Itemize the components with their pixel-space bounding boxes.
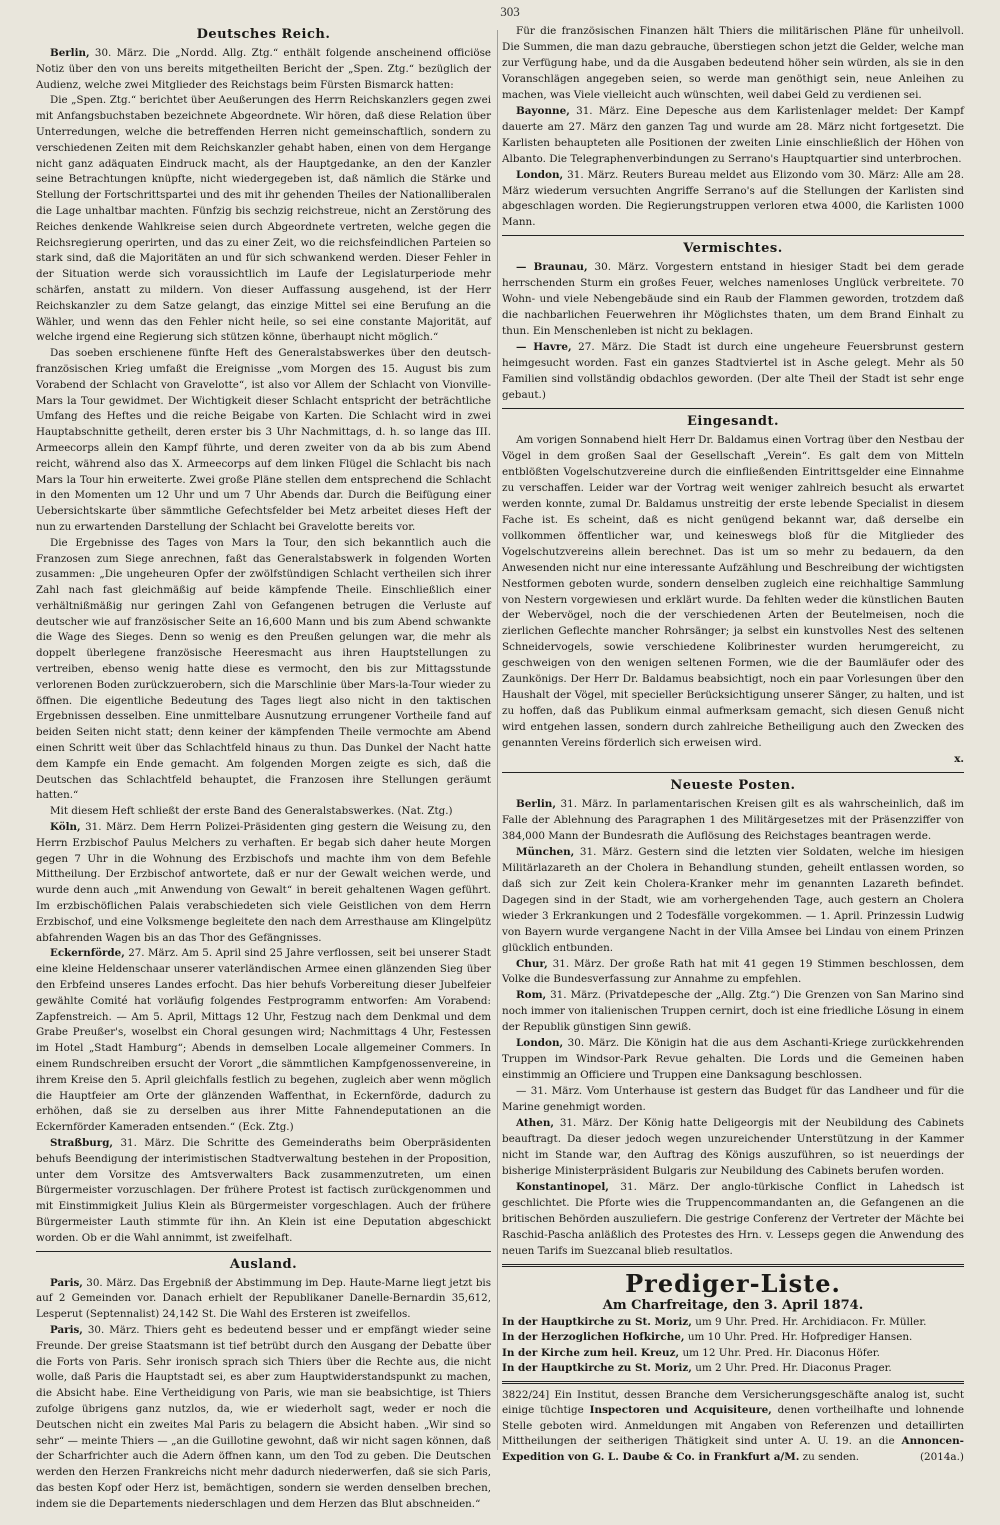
article-dateline: Chur, <box>516 957 548 970</box>
article <box>502 797 964 845</box>
article-dateline: Eckernförde, <box>50 947 125 960</box>
ad-text-b: denen vortheilhafte und lohnende Stelle geboten wird. Anmeldungen mit Angaben von Referenzen und detaillirten Mittheilungen der seitherigen Thätigkeit sind unter A. U. 19. an die <box>502 1404 964 1448</box>
article <box>36 93 491 346</box>
article-dateline: Konstantinopel, <box>516 1180 609 1193</box>
article-body: 31. März. Eine Depesche aus dem Karlistenlager meldet: Der Kampf dauerte am 27. März den ganzen Tag und wurde am 28. März nicht fortgesetzt. Die Karlisten behaupteten alle Positionen der zweiten Linie einschließlich der Höhen von Albanto. Die Telegraphenverbindungen zu Serrano's Hauptquartier sind unterbrochen. <box>502 104 964 165</box>
article <box>36 804 491 820</box>
section-title-ausland: Ausland. <box>229 1256 298 1272</box>
article-body: 27. März. Die Stadt ist durch eine ungeheure Feuersbrunst gestern heimgesucht worden. Fast ein ganzes Stadtviertel ist in Asche gelegt. Mehr als 50 Familien sind vollständig obdachlos geworden. (Der alte Theil der Stadt ist sehr enge gebaut.) <box>502 341 964 402</box>
article-body: 30. März. Vorgestern entstand in hiesiger Stadt bei dem gerade herrschenden Sturm ein großes Feuer, welches namenloses Unglück verbreitete. 70 Wohn- und viele Nebengebäude sind ein Raub der Flammen geworden, trotzdem daß die nachbarlichen Feuerwehren ihr Möglichstes thaten, um dem Brand Einhalt zu thun. Ein Menschenleben ist nicht zu beklagen. <box>502 261 964 338</box>
article-dateline: Bayonne, <box>516 104 570 117</box>
article-body: 27. März. Am 5. April sind 25 Jahre verflossen, seit bei unserer Stadt eine kleine Heldenschaar unserer vaterländischen Armee einen glänzenden Sieg über den Erbfeind unseres Landes erfocht. Das hier behufs Vorbereitung dieser Jubelfeier gewählte Comité hat vorläufig folgendes Festprogramm entworfen: Am Vorabend: Zapfenstreich. — Am 5. April, Mittags 12 Uhr, Festzug nach dem Denkmal und dem Grabe Preußer's, woselbst ein Choral gesungen wird; Nachmittags 4 Uhr, Festessen im Hotel „Stadt Hamburg“; Abends in demselben Locale allgemeiner Commers. In einem Rundschreiben ersucht der Vorort „die sämmtlichen Kampfgenossenvereine, in ihrem Kreise den 5. April gleichfalls festlich zu begehen, zugleich aber wenn möglich die Hauptfeier am Orte der glänzenden Waffenthat, in Eckernförde, dadurch zu erhöhen, daß sie zu derselben aus ihrer Mitte Fahnendeputationen an die Eckernförder Kameraden entsenden.“ (Eck. Ztg.) <box>36 947 491 1134</box>
continued-articles <box>502 24 964 231</box>
article-dateline: — Havre, <box>516 341 572 354</box>
article <box>502 1180 964 1260</box>
article-dateline: Köln, <box>50 821 81 834</box>
section-rule <box>502 408 964 409</box>
article-body: 31. März. Der anglo-türkische Conflict in Lahedsch ist geschlichtet. Die Pforte wies die Truppencommandanten an, die Gefangenen an die britischen Behörden auszuliefern. Die gestrige Conferenz der Vertreter der Mächte bei Raschid-Pascha anläßlich des Protestes des Hrn. v. Lesseps gegen die Anwendung des neuen Tarifs im Suezcanal blieb resultatlos. <box>502 1180 964 1257</box>
article-body: 30. März. Die „Nordd. Allg. Ztg.“ enthält folgende anscheinend officiöse Notiz über den von uns bereits mitgetheilten Bericht der „Spen. Ztg.“ bezüglich der Audienz, welche zwei Mitglieder des Reichstags beim Fürsten Bismarck hatten: <box>36 47 491 91</box>
article-dateline: — Braunau, <box>516 261 588 274</box>
section-rule <box>502 772 964 773</box>
deutsches-reich-articles <box>36 46 491 1247</box>
ausland-articles <box>36 1276 491 1513</box>
article <box>502 988 964 1036</box>
ad-code: (2014a.) <box>919 1450 964 1463</box>
neueste-posten-articles <box>502 797 964 1260</box>
article-body: 31. März. Die Schritte des Gemeinderaths beim Oberpräsidenten behufs Beendigung der interimistischen Stadtverwaltung bestehen in der Proposition, unter dem Vorsitze des Amtsverwalters Back zusammenzutreten, um einen Bürgermeister vorzuschlagen. Der frühere Protest ist factisch zurückgenommen und mit Einstimmigkeit Julius Klein als Bürgermeister vorgeschlagen. Auch der frühere Bürgermeister Lauth stimmte für ihn. An Klein ist eine Deputation abgeschickt worden. Ob er die Wahl annimmt, ist zweifelhaft. <box>36 1136 491 1244</box>
prediger-liste-items <box>502 1315 964 1377</box>
article-body: 31. März. Dem Herrn Polizei-Präsidenten ging gestern die Weisung zu, den Herrn Erzbischof Paulus Melchers zu verhaften. Er begab sich daher heute Morgen gegen 7 Uhr in die Wohnung des Erzbischofs und machte ihm von dem Befehle Mittheilung. Der Erzbischof antwortete, daß er nur der Gewalt weichen werde, und wurde denn auch „mit Anwendung von Gewalt“ in bereit gehaltenen Wagen geführt. Im erzbischöflichen Palais verabschiedeten sich viele Geistlichen von dem Herrn Erzbischof, und eine Volksmenge begleitete den nach dem Arresthause am Klingelpütz abfahrenden Wagen bis an das Thor des Gefängnisses. <box>36 821 491 944</box>
article <box>502 340 964 404</box>
article-body: Die „Spen. Ztg.“ berichtet über Aeußerungen des Herrn Reichskanzlers gegen zwei mit Anfangsbuchstaben bezeichnete Abgeordnete. Wir hören, daß diese Relation über Unterredungen, welche die betreffenden Herren nicht gemeinschaftlich, sondern zu verschiedenen Zeiten mit dem Reichskanzler gehabt haben, einen von dem Hergange nicht ganz adäquaten Eindruck macht, als der Hauptgedanke, an den der Kanzler seine Betrachtungen knüpfte, nicht wiedergegeben ist, daß nämlich die Stärke und Stellung der Fortschrittspartei und des mit ihr gehenden Theiles der Nationalliberalen die Lage unhaltbar machten. Fünfzig bis sechzig reichstreue, nicht an Zerstörung des Reiches denkende Wahlkreise seien durch Abgeordnete vertreten, welche gegen die Reichsregierung operirten, und das zu einer Zeit, wo die reichsfeindlichen Parteien so stark sind, daß die Majoritäten an und für sich schwankend werden. Dieser Fehler in der Situation werde sich voraussichtlich im Laufe der Legislaturperiode mehr schärfen, anstatt zu mildern. Von dieser Auffassung ausgehend, ist der Herr Reichskanzler zu dem Satze gelangt, das einzige Mittel sei eine Berufung an die Wähler, und wenn das den Fehler nicht heile, so sei eine constante Majorität, auf welche irgend eine Regierung sich stützen könne, überhaupt nicht möglich.“ <box>36 94 491 344</box>
article-dateline: London, <box>516 168 564 181</box>
section-rule <box>36 1251 491 1252</box>
article <box>36 346 491 536</box>
left-column <box>36 24 491 1513</box>
prediger-item <box>502 1361 964 1377</box>
article-body: Das soeben erschienene fünfte Heft des Generalstabswerkes über den deutsch-französischen Krieg umfaßt die Ereignisse „vom Morgen des 15. August bis zum Vorabend der Schlacht von Gravelotte“, ist also vor Allem der Schlacht von Vionville-Mars la Tour gewidmet. Der Wichtigkeit dieser Schlacht entspricht der beträchtliche Umfang des Heftes und die reiche Beigabe von Karten. Die Schlacht wird in zwei Hauptabschnitte getheilt, deren erster bis 3 Uhr Nachmittags, d. h. so lange das III. Armeecorps allein den Kampf führte, und deren zweiter von da ab bis zum Abend reicht, während also das X. Armeecorps auf dem linken Flügel die Schlacht bis nach Mars la Tour hin erweiterte. Zwei große Pläne stellen dem entsprechend die Schlacht in den Momenten um 12 Uhr und um 7 Uhr Abends dar. Durch die Beifügung einer Uebersichtskarte über sämmtliche Gefechtsfelder bei Metz arbeitet dieses Heft der nun zu erwartenden Darstellung der Schlacht bei Gravelotte bereits vor. <box>36 347 491 533</box>
prediger-place: In der Kirche zum heil. Kreuz, <box>502 1346 680 1359</box>
column-divider <box>497 30 498 1450</box>
article-body: — 31. März. Vom Unterhause ist gestern das Budget für das Landheer und für die Marine genehmigt worden. <box>502 1085 964 1114</box>
ad-text-a: Ein Institut, dessen Branche dem Versicherungsgeschäfte analog ist, sucht einige tüchtige <box>502 1388 964 1417</box>
article-dateline: Berlin, <box>50 47 90 59</box>
article-dateline: Rom, <box>516 989 547 1002</box>
article <box>502 1036 964 1084</box>
vermischtes-articles <box>502 260 964 404</box>
article <box>36 1276 491 1323</box>
article-body: 30. März. Das Ergebniß der Abstimmung im Dep. Haute-Marne liegt jetzt bis auf 2 Gemeinden vor. Danach erhielt der Republikaner Danelle-Bernardin 35,612, Lesperut (Septennalist) 24,142 St. Die Wahl des Ersteren ist zweifellos. <box>36 1276 491 1321</box>
prediger-place: In der Hauptkirche zu St. Moriz, <box>502 1315 692 1328</box>
ad-bold-b: Annoncen-Expedition von G. L. Daube & Co. in Frankfurt a/M. <box>502 1435 964 1463</box>
article-body: 30. März. Die Königin hat die aus dem Aschanti-Kriege zurückkehrenden Truppen im Windsor-Park Revue gehalten. Die Lords und die Gemeinen haben einstimmig an Officiere und Truppen eine Danksagung beschlossen. <box>502 1037 964 1082</box>
article <box>36 1323 491 1513</box>
article <box>502 957 964 989</box>
article-body: 31. März. In parlamentarischen Kreisen gilt es als wahrscheinlich, daß im Falle der Ablehnung des Paragraphen 1 des Militärgesetzes mit der Präsenzziffer von 384,000 Mann der Bundesrath die Auflösung des Reichstages beantragen werde. <box>502 797 964 842</box>
prediger-liste-title: Prediger-Liste. <box>625 1268 841 1298</box>
section-rule <box>502 1381 964 1384</box>
prediger-place: In der Herzoglichen Hofkirche, <box>502 1331 685 1344</box>
article <box>502 1116 964 1180</box>
article-dateline: Paris, <box>50 1323 83 1336</box>
prediger-place: In der Hauptkirche zu St. Moriz, <box>502 1362 692 1375</box>
ad-bold-a: Inspectoren und Acquisiteure, <box>589 1404 772 1417</box>
prediger-details: um 10 Uhr. Pred. Hr. Hofprediger Hansen. <box>687 1331 913 1344</box>
article-dateline: Athen, <box>516 1117 555 1130</box>
article-dateline: München, <box>516 845 575 858</box>
article-dateline: Straßburg, <box>50 1136 114 1149</box>
section-title-vermischtes: Vermischtes. <box>683 241 783 257</box>
article-body: Die Ergebnisse des Tages von Mars la Tour, den sich bekanntlich auch die Franzosen zum Siege anrechnen, faßt das Generalstabswerk in folgenden Worten zusammen: „Die ungeheuren Opfer der zwölfstündigen Schlacht vertheilen sich ihrer Zahl nach fast gleichmäßig auf beide kämpfende Theile. Einschließlich einer verhältnißmäßig nur geringen Zahl von Gefangenen betrugen die Verluste auf deutscher wie auf französischer Seite an 16,600 Mann und bis zum Abend schwankte die Wage des Sieges. Denn so wenig es den Preußen gelungen war, die mehr als doppelt überlegene französische Heeresmacht aus ihren Hauptstellungen zu vertreiben, ebenso wenig hatte diese es vermocht, den bis zur Mittagsstunde verlorenen Boden zurückzuerobern, sich die Marschlinie über Mars-la-Tour wieder zu öffnen. Die eigentliche Bedeutung des Tages liegt also nicht in den taktischen Ergebnissen desselben. Eine unmittelbare Ausnutzung errungener Vortheile fand auf beiden Seiten nicht statt; denn keiner der kämpfenden Theile vermochte am Abend einen Schritt weit über das Schlachtfeld hinaus zu thun. Das Dunkel der Nacht hatte dem Kampfe ein Ende gemacht. Am folgenden Morgen zeigte es sich, daß die Deutschen das Schlachtfeld behauptet, die Franzosen ihre Stellungen geräumt hatten.“ <box>36 536 491 802</box>
article <box>502 168 964 232</box>
prediger-liste-subtitle: Am Charfreitage, den 3. April 1874. <box>602 1297 864 1313</box>
article <box>502 104 964 168</box>
article-dateline: London, <box>516 1037 564 1050</box>
prediger-item <box>502 1330 964 1346</box>
article <box>36 820 491 946</box>
article <box>502 24 964 104</box>
article <box>36 946 491 1136</box>
article <box>502 845 964 957</box>
article-body: 31. März. Der große Rath hat mit 41 gegen 19 Stimmen beschlossen, dem Volke die Bundesverfassung zur Annahme zu empfehlen. <box>502 957 964 986</box>
article-body: 30. März. Thiers geht es bedeutend besser und er empfängt wieder seine Freunde. Der greise Staatsmann ist tief betrübt durch den Ausgang der Debatte über die Forts von Paris. Sehr ironisch sprach sich Thiers über die Rechte aus, die nicht wolle, daß Paris die Hauptstadt sei, es aber zum Hauptwiderstandspunkt zu machen, die Absicht habe. Eine Vertheidigung von Paris, wie man sie beabsichtige, ist Thiers zufolge übrigens ganz nutzlos, da, wie er wiederholt sagt, weder er noch die Deutschen nicht ein zweites Mal Paris zu belagern die Absicht haben. „Wir sind so sehr“ — meinte Thiers — „an die Guillotine gewohnt, daß wir nicht sagen können, daß der Scharfrichter auch die Adern öffnen kann, um den Tod zu geben. Die Deutschen werden den Herzen Frankreichs nicht mehr dadurch niederwerfen, daß sie sich Paris, das besten Kopf oder Herz ist, bemächtigen, sondern sie werden denselben brechen, indem sie die Departements niederschlagen und dem Herzen das Blut abschneiden.“ <box>36 1323 491 1510</box>
article <box>36 1136 491 1247</box>
prediger-details: um 2 Uhr. Pred. Hr. Diaconus Prager. <box>695 1362 892 1375</box>
eingesandt-signature: x. <box>954 753 964 766</box>
article-body: 31. März. Reuters Bureau meldet aus Elizondo vom 30. März: Alle am 28. März wiederum versuchten Angriffe Serrano's auf die Stellungen der Karlisten sind abgeschlagen worden. Die Regierungstruppen verloren etwa 4000, die Karlisten 1000 Mann. <box>502 168 964 229</box>
prediger-item <box>502 1315 964 1331</box>
article <box>502 1084 964 1116</box>
section-rule <box>502 235 964 236</box>
advertisement <box>502 1388 964 1466</box>
section-title-neueste-posten: Neueste Posten. <box>670 777 796 793</box>
section-title-deutsches-reich: Deutsches Reich. <box>196 27 331 42</box>
eingesandt-text: Am vorigen Sonnabend hielt Herr Dr. Baldamus einen Vortrag über den Nestbau der Vögel in dem großen Saal der Gesellschaft „Verein“. Es galt dem von Mitteln entblößten Vogelschutzvereine durch die einfließenden Eintrittsgelder eine Einnahme zu verschaffen. Leider war der Vortrag weit weniger zahlreich besucht als erwartet werden konnte, zumal Dr. Baldamus unstreitig der erste lebende Specialist in diesem Fache ist. Es scheint, daß es nicht genügend bekannt war, daß derselbe ein vollkommen öffentlicher war, und keineswegs bloß für die Mitglieder des Vogelschutzvereins allein berechnet. Das ist um so mehr zu bedauern, da den Anwesenden nicht nur eine interessante Aufzählung und Beschreibung der wichtigsten Nestformen geboten wurde, sondern denselben zugleich eine reichhaltige Sammlung von Nestern vorgewiesen und erklärt wurde. Da fehlten weder die künstlichen Bauten der Webervögel, noch die der verschiedenen Arten der Beutelmeisen, noch die zierlichen Geflechte mancher Rohrsänger; ja selbst ein kunstvolles Nest des seltenen Schneidervogels, sowie verschiedene Kolibrinester wurden herumgereicht, zu geschweigen von den wenigen seltenen Formen, wie die der Baumläufer oder des Zaunkönigs. Der Herr Dr. Baldamus beabsichtigt, noch ein paar Vorlesungen über den Haushalt der Vögel, mit specieller Berücksichtigung unserer Sänger, zu halten, und ist zu hoffen, daß das Publikum einmal aufmerksam gemacht, sich diesen Genuß nicht wird entgehen lassen, sondern durch zahlreiche Betheiligung auch den Zwecken des genannten Vereins förderlich sich erweisen wird. <box>502 433 964 750</box>
article-body: Mit diesem Heft schließt der erste Band des Generalstabswerkes. (Nat. Ztg.) <box>50 805 453 818</box>
article <box>502 260 964 340</box>
section-title-eingesandt: Eingesandt. <box>687 413 779 429</box>
article-body: 31. März. (Privatdepesche der „Allg. Ztg.“) Die Grenzen von San Marino sind noch immer von italienischen Truppen cernirt, doch ist eine friedliche Lösung in einem der Republik günstigen Sinn gewiß. <box>502 989 964 1034</box>
prediger-details: um 12 Uhr. Pred. Hr. Diaconus Höfer. <box>682 1346 880 1359</box>
article-body: 31. März. Der König hatte Deligeorgis mit der Neubildung des Cabinets beauftragt. Da dieser jedoch wegen unzureichender Unterstützung in der Kammer nicht im Stande war, den Auftrag des Königs auszuführen, so ist neuerdings der bisherige Ministerpräsident Bulgaris zur Neubildung des Cabinets berufen worden. <box>502 1117 964 1177</box>
article-body: Für die französischen Finanzen hält Thiers die militärischen Pläne für unheilvoll. Die Summen, die man dazu gebrauche, überstiegen schon jetzt die Gelder, welche man zur Verfügung habe, und da die Ausgaben bedeutend höher sein würden, als sie in den Voranschlägen angegeben seien, so werde man genöthigt sein, neue Anleihen zu machen, was Viele vielleicht auch wünschten, weil dabei Geld zu verdienen sei. <box>502 25 964 101</box>
ad-reference: 3822/24] <box>502 1388 550 1401</box>
article <box>36 536 491 805</box>
article <box>36 46 491 93</box>
prediger-details: um 9 Uhr. Pred. Hr. Archidiacon. Fr. Müller. <box>695 1315 927 1328</box>
article-body: 31. März. Gestern sind die letzten vier Soldaten, welche im hiesigen Militärlazareth an der Cholera in Behandlung stunden, geheilt entlassen worden, so daß sich zur Zeit kein Cholera-Kranker mehr im genannten Lazareth befindet. Dagegen sind in der Stadt, wie am vorhergehenden Tage, auch gestern an Cholera wieder 3 Erkrankungen und 2 Todesfälle vorgekommen. — 1. April. Prinzessin Ludwig von Bayern wurde vergangene Nacht in der Villa Amsee bei Lindau von einem Prinzen glücklich entbunden. <box>502 845 964 954</box>
prediger-item <box>502 1346 964 1362</box>
article-dateline: Berlin, <box>516 797 556 810</box>
ad-text-c: zu senden. <box>802 1450 860 1463</box>
page-number: 303 <box>500 4 520 19</box>
article-dateline: Paris, <box>50 1276 83 1289</box>
section-rule <box>502 1264 964 1267</box>
right-column <box>502 24 964 1465</box>
